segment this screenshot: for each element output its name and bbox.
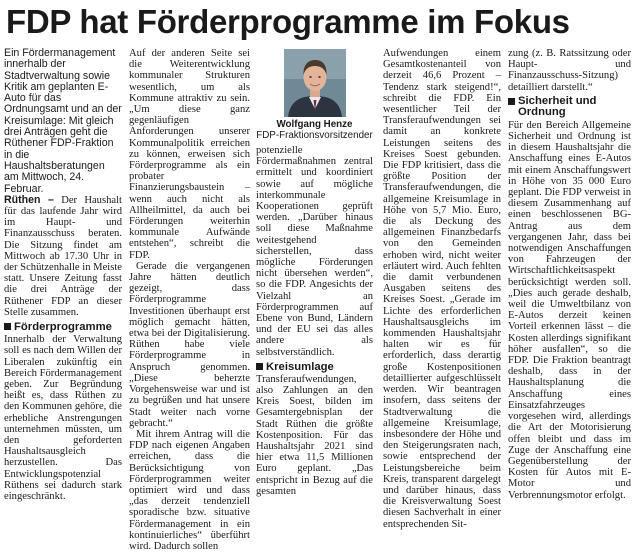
body-paragraph: potenzielle Fördermaßnahmen zentral ermittelt und koordiniert sowie auf mögliche interkommunale Kooperationen geprüft werden. „Darüber hinaus soll diese Maßnahme weitestgehend sicherstellen, dass mögliche Förderungen nicht übersehen werden“, so die FDP. Angesichts der Vielzahl an Förderprogrammen auf Ebene von Bund, Ländern und der EU sei das alles andere als selbstverständlich. (256, 145, 373, 358)
article-column-4 (383, 48, 501, 530)
subheading-text: Kreisumlage (266, 360, 334, 373)
body-paragraph: Innerhalb der Verwaltung soll es nach dem Willen der Liberalen zukünftig ein Bereich Fördermanagement geben. Zur Begründung heißt es, dass Rüthen zu den Kommunen gehöre, die erhebliche Anstrengungen unternehmen müssten, um den geforderten Haushaltsausgleich herzustellen. Das Entwicklungspotenzial Rüthens sei dadurch stark eingeschränkt. (4, 334, 122, 502)
person-portrait-icon (284, 49, 346, 117)
subheading-text: Förderprogramme (14, 321, 112, 334)
body-paragraph (4, 195, 122, 318)
body-paragraph: Für den Bereich Allgemeine Sicherheit und Ordnung ist in diesem Haushaltsjahr die Anschaffung eines E-Autos mit einem Anschaffungswert in Höhe von 35 000 Euro geplant. Die FDP verweist in diesem Zusammenhang auf einen beschlossenen BG-Antrag aus dem vergangenen Jahr, dass bei notwendigen Anschaffungen von Fahrzeugen der Wirtschaftlichkeitsaspekt berücksichtigt werden soll. „Dies auch gerade deshalb, weil die Umweltbilanz von E-Autos derzeit keinen Vorteil erkennen lässt – die Kosten allerdings signifikant höher ausfallen“, so die FDP. Die Fraktion beantragt deshalb, dass in der Haushaltsplanung die Anschaffung eines Einsatzfahrzeuges vorgesehen wird, allerdings die Art der Motorisierung offen bleibt und dass im Zuge der Anschaffung eine Gegenüberstellung der Kosten für Autos mit E-Motor und Verbrennungsmotor erfolgt. (508, 119, 631, 501)
body-paragraph: Gerade die vergangenen Jahre hätten deutlich gezeigt, dass Förderprogramme Investitionen überhaupt erst möglich gemacht hätten, etwa bei der Digitalisierung. Rüthen habe viele Förderprogramme in Anspruch genommen. „Diese beherzte Vorgehensweise war und ist zu begrüßen und hat unsere Stadt weiter nach vorne gebracht.“ (129, 260, 250, 429)
body-paragraph: Aufwendungen einem Gesamtkostenanteil von derzeit 46,6 Prozent – Tendenz stark steigend!“, schreibt die FDP. Ein wesentlicher Teil der Transferaufwendungen sei damit an konkrete Leistungen seitens des Kreises Soest gebunden. Die FDP kritisiert, dass die größte Position der Transferaufwendungen, die allgemeine Kreisumlage in Höhe von 5,7 Mio. Euro, die als Deckung des allgemeinen Finanzbedarfs von den Gemeinden erhoben wird, nicht weiter erläutert wird. Auch fehlten die damit verbundenen Ausgaben seitens des Kreises Soest. „Gerade im Lichte des erforderlichen Haushaltsausgleichs im kommenden Haushaltsjahr halten wir es für erforderlich, dass derartig große Kostenpositionen detaillierter aufgeschlüsselt werden. Wir beantragen insofern, dass seitens der Stadtverwaltung die allgemeine Kreisumlage, insbesondere der Höhe und den Steigerungsraten nach, sowie entsprechend der Leistungsbereiche beim Kreis, transparent dargelegt und darüber hinaus, dass die Kreisverwaltung Soest diesen Sachverhalt in einer entsprechenden Sit- (383, 48, 501, 530)
article-column-2 (129, 48, 250, 552)
bullet-square-icon (256, 363, 263, 370)
article-column-5 (508, 48, 631, 501)
body-text: Der Haushalt für das laufende Jahr wird im Haupt- und Finanzausschuss beraten. Die Sitzung findet am Mittwoch ab 17.30 Uhr in der Schützenhalle in Meiste statt. Unsere Zeitung fasst die drei Anträge der Rüthener FDP an dieser Stelle zusammen. (4, 194, 122, 318)
body-paragraph: zung (z. B. Ratssitzung oder Haupt- und Finanzausschuss-Sitzung) detailliert darstellt.“ (508, 48, 631, 93)
photo-block (256, 49, 373, 141)
photo-caption-role: FDP-Fraktionsvorsitzender (256, 130, 373, 141)
lead-paragraph: Ein Fördermanagement innerhalb der Stadtverwaltung sowie Kritik am geplanten E-Auto für das Ordnungsamt und an der Kreisumlage: Mit gleich drei Anträgen geht die Rüthener FDP-Fraktion in die Haushaltsberatungen am Mittwoch, 24. Februar. (4, 47, 122, 195)
dateline: Rüthen – (4, 193, 54, 206)
subheading-text: Sicherheit und Ordnung (518, 94, 597, 119)
body-paragraph: Mit ihrem Antrag will die FDP nach eigenen Angaben erreichen, dass die Berücksichtigung von Förderprogrammen weiter optimiert wird und dass „das derzeit tendenziell sporadische bzw. situative Fördermanagement in ein kontinuierliches“ überführt wird. Dadurch sollen (129, 428, 250, 552)
article-column-3 (256, 48, 373, 497)
subheading-sicherheit-ordnung (508, 96, 631, 119)
subheading-kreisumlage (256, 361, 373, 373)
headline: FDP hat Förderprogramme im Fokus (6, 3, 570, 40)
photo-caption-name: Wolfgang Henze (276, 119, 353, 130)
body-paragraph: Auf der anderen Seite sei die Weiterentwicklung kommunaler Strukturen wesentlich, um als Kommune attraktiv zu sein. „Um diese ganz gegenläufigen Anforderungen unserer Kommunalpolitik erreichen zu können, erweisen sich Förderprogramme als ein probater Finanzierungsbaustein – wenn auch nicht als Allheilmittel, da auch bei Förderungen weiterhin kommunale Aufwände entstehen“, schreibt die FDP. (129, 48, 250, 261)
bullet-square-icon (508, 98, 515, 105)
bullet-square-icon (4, 323, 11, 330)
article-column-1 (4, 47, 122, 502)
subheading-foerderprogramme (4, 321, 122, 333)
body-paragraph: Transferaufwendungen, also Zahlungen an den Kreis Soest, bilden im Gesamtergebnisplan der Stadt Rüthen die größte Kostenposition. Für das Haushaltsjahr 2021 sind hier etwa 11,5 Millionen Euro geplant. „Das entspricht in Bezug auf die gesamten (256, 373, 373, 497)
portrait-photo (284, 49, 346, 117)
